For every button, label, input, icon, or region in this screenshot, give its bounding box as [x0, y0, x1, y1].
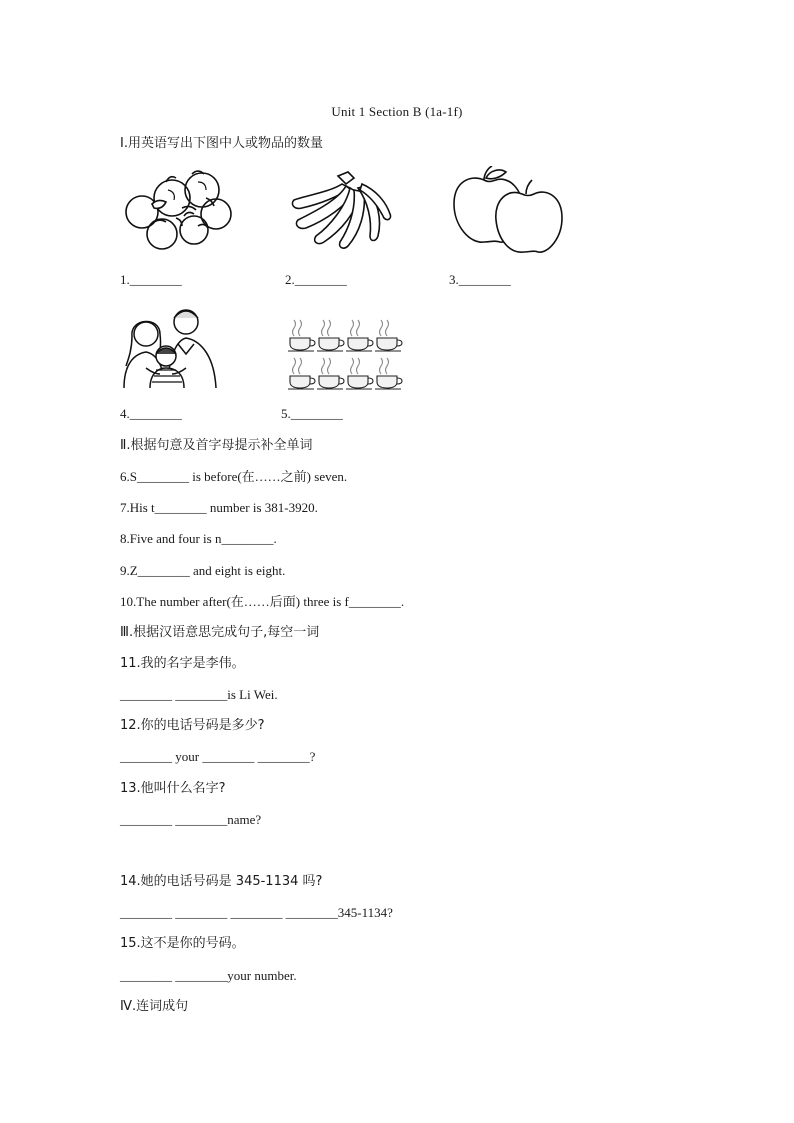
question-14-prompt: 14.她的电话号码是 345-1134 吗? [120, 874, 323, 889]
blank-4[interactable]: 4.________ [120, 406, 182, 421]
teacups-icon [288, 316, 404, 390]
page-title: Unit 1 Section B (1a-1f) [331, 104, 463, 119]
blank-3[interactable]: 3.________ [449, 272, 511, 287]
question-12-prompt: 12.你的电话号码是多少? [120, 718, 265, 733]
question-12-answer[interactable]: ________ your ________ ________? [120, 749, 316, 764]
question-13-prompt: 13.他叫什么名字? [120, 781, 226, 796]
question-14-answer[interactable]: ________ ________ ________ ________345-1134? [120, 905, 393, 920]
section4-heading: Ⅳ.连词成句 [120, 999, 189, 1014]
question-10[interactable]: 10.The number after(在……后面) three is f________. [120, 594, 405, 609]
question-13-answer[interactable]: ________ ________name? [120, 812, 262, 827]
question-6[interactable]: 6.S________ is before(在……之前) seven. [120, 469, 348, 484]
section2-heading: Ⅱ.根据句意及首字母提示补全单词 [120, 438, 313, 453]
blank-5[interactable]: 5.________ [281, 406, 343, 421]
question-11-prompt: 11.我的名字是李伟。 [120, 656, 245, 671]
blank-2[interactable]: 2.________ [285, 272, 347, 287]
question-8[interactable]: 8.Five and four is n________. [120, 531, 277, 546]
family-icon [120, 304, 218, 390]
section3-heading: Ⅲ.根据汉语意思完成句子,每空一词 [120, 625, 320, 640]
question-15-answer[interactable]: ________ ________your number. [120, 968, 297, 983]
question-15-prompt: 15.这不是你的号码。 [120, 936, 245, 951]
blank-1[interactable]: 1.________ [120, 272, 182, 287]
question-7[interactable]: 7.His t________ number is 381-3920. [120, 500, 318, 515]
section1-heading: Ⅰ.用英语写出下图中人或物品的数量 [120, 136, 323, 151]
question-11-answer[interactable]: ________ ________is Li Wei. [120, 687, 278, 702]
bananas-icon [290, 170, 394, 250]
apples-icon [450, 166, 564, 256]
question-9[interactable]: 9.Z________ and eight is eight. [120, 563, 286, 578]
tomatoes-icon [122, 168, 234, 252]
